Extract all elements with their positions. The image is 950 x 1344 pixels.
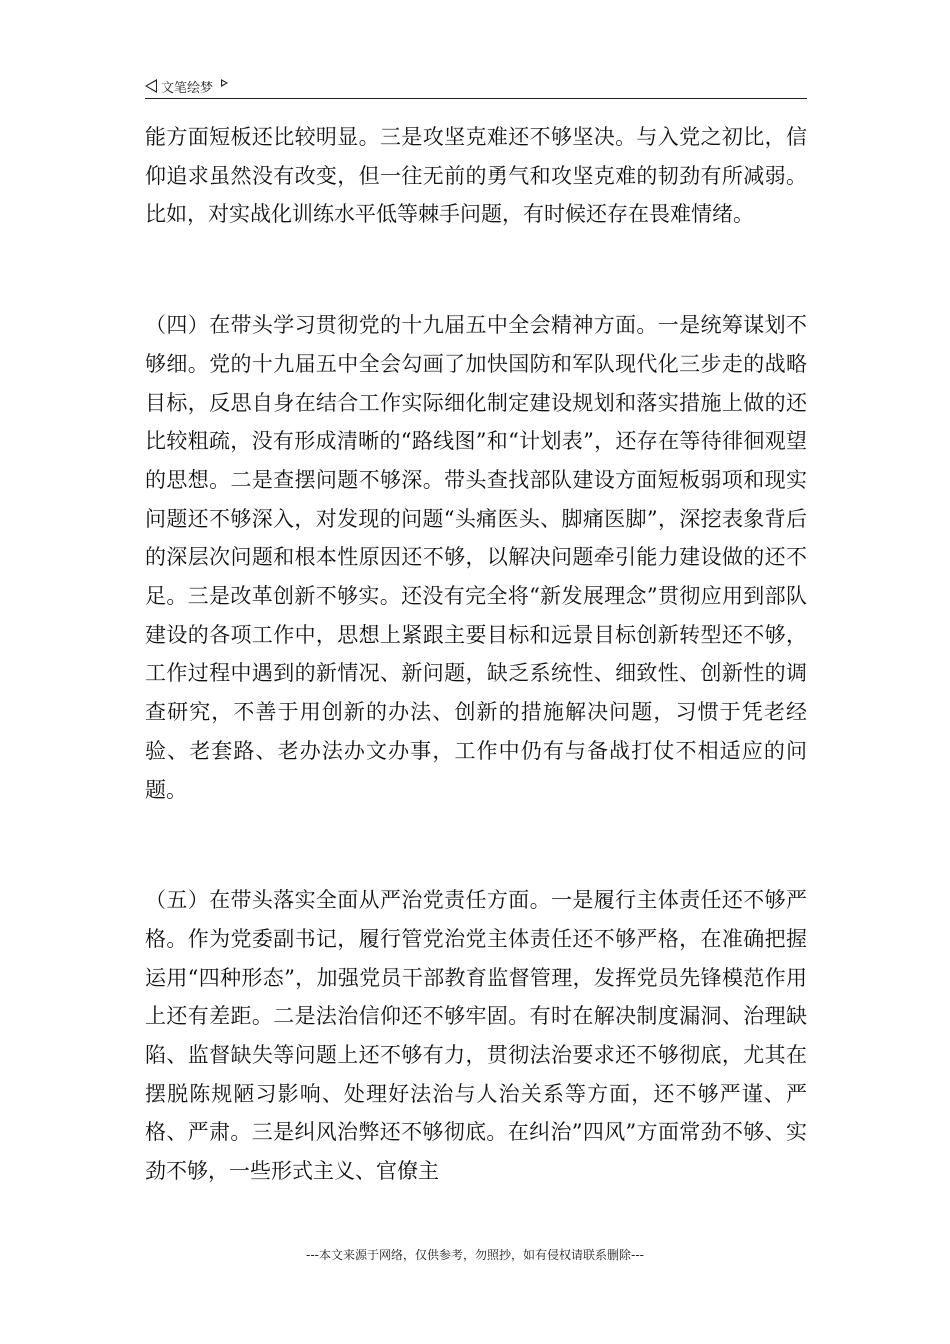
triangle-left-icon (145, 79, 157, 93)
paragraph-section-four: （四）在带头学习贯彻党的十九届五中全会精神方面。一是统筹谋划不够细。党的十九届五中全会勾画了加快国防和军队现代化三步走的战略目标，反思自身在结合工作实际细化制定建设规划和落实措施上做的还比较粗疏，没有形成清晰的“路线图”和“计划表”，还存在等待徘徊观望的思想。二是查摆问题不够深。带头查找部队建设方面短板弱项和现实问题还不够深入，对发现的问题“头痛医头、脚痛医脚”，深挖表象背后的深层次问题和根本性原因还不够，以解决问题牵引能力建设做的还不足。三是改革创新不够实。还没有完全将“新发展理念”贯彻应用到部队建设的各项工作中，思想上紧跟主要目标和远景目标创新转型还不够，工作过程中遇到的新情况、新问题，缺乏系统性、细致性、创新性的调查研究，不善于用创新的办法、创新的措施解决问题，习惯于凭老经验、老套路、老办法办文办事，工作中仍有与备战打仗不相适应的问题。 (145, 313, 807, 802)
page-header (145, 74, 807, 99)
paragraph-continued: 能方面短板还比较明显。三是攻坚克难还不够坚决。与入党之初比，信仰追求虽然没有改变，但一往无前的勇气和攻坚克难的韧劲有所减弱。比如，对实战化训练水平低等棘手问题，有时候还存在畏难情绪。 (145, 125, 807, 227)
header-brand: 文笔绘梦 (161, 80, 214, 96)
paragraph-section-five: （五）在带头落实全面从严治党责任方面。一是履行主体责任还不够严格。作为党委副书记，履行管党治党主体责任还不够严格，在准确把握运用“四种形态”，加强党员干部教育监督管理，发挥党员先锋模范作用上还有差距。二是法治信仰还不够牢固。有时在解决制度漏洞、治理缺陷、监督缺失等问题上还不够有力，贯彻法治要求还不够彻底，尤其在摆脱陈规陋习影响、处理好法治与人治关系等方面，还不够严谨、严格、严肃。三是纠风治弊还不够彻底。在纠治”四风”方面常劲不够、实劲不够，一些形式主义、官僚主 (145, 888, 807, 1184)
paragraph-gap (145, 809, 807, 881)
document-body (145, 118, 807, 1191)
triangle-right-icon (221, 79, 228, 87)
footer-notice: ---本文来源于网络，仅供参考，勿照抄，如有侵权请联系删除--- (306, 1248, 644, 1262)
paragraph-gap (145, 234, 807, 306)
